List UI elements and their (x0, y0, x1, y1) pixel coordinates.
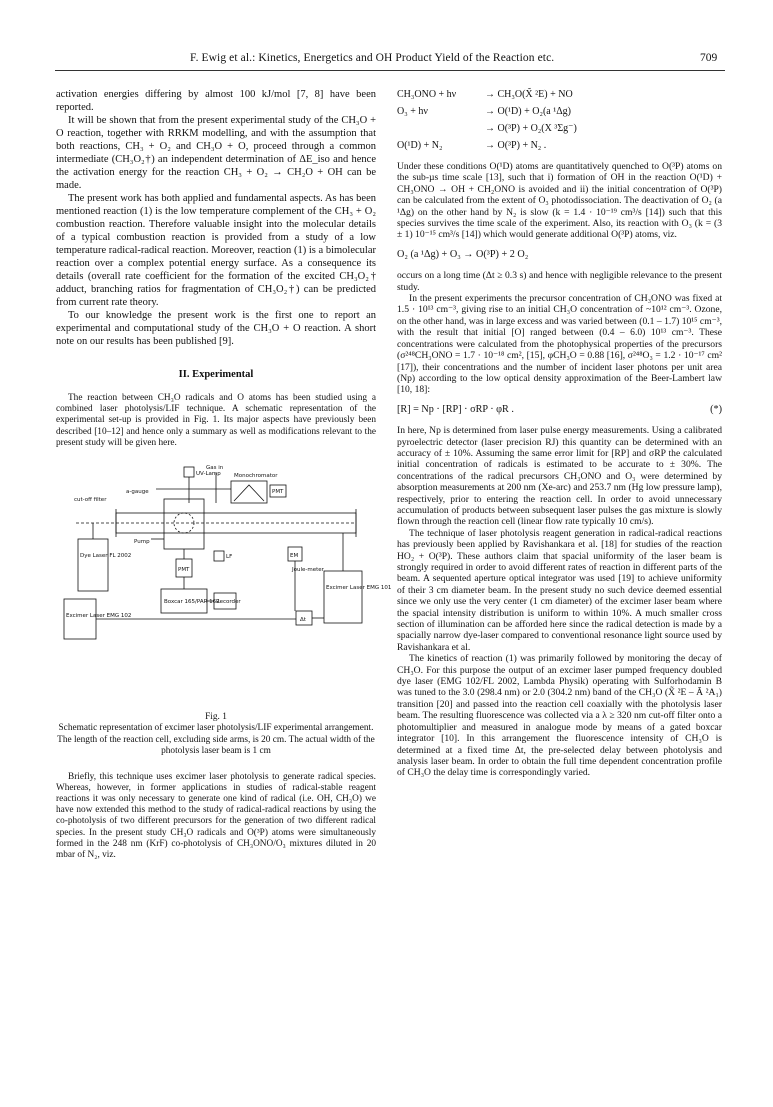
paragraph: activation energies differing by almost 100 kJ/mol [7, 8] have been reported. (56, 89, 376, 113)
figure-caption: Schematic representation of excimer laser photolysis/LIF experimental arrangement. The length of the reaction cell, excluding side arms, is 20 cm. The actual width of the photolysis laser beam is 1 cm (57, 723, 375, 757)
paragraph: Under these conditions O(¹D) atoms are quantitatively quenched to O(³P) atoms on the sub-µs time scale [13], such that i) formation of OH in the reaction O(¹D) + CH₃ONO → OH + CH₂ONO is avoided and ii) the initial concentration of O(³P) can be calculated from the extent of O₃ photodissociation. The deactivation of O₂ (a ¹Δg) on the other hand by N₂ is slow (k = 1.4 · 10⁻¹⁹ cm³/s [14]) such that this species survives the time scale of the experiment. Also, its reaction with O₃ (k = (3 ± 1) 10⁻¹⁵ cm³/s [14]) which would generate additional O(³P) atoms, viz. (397, 161, 722, 241)
monochromator-box (231, 481, 267, 503)
paragraph: occurs on a long time (Δt ≥ 0.3 s) and hence with negligible relevance to the present study. (397, 270, 722, 293)
joule-meter-label: Joule-meter (292, 567, 324, 574)
figure-1-schematic (56, 459, 392, 704)
section-heading: II. Experimental (178, 369, 254, 380)
paragraph: To our knowledge the present work is the first one to report an experimental and computational study of the CH₃O + O reaction. A short note on our results has been published [9]. (56, 310, 376, 347)
dye-laser-box (78, 539, 108, 591)
uv-lamp-box (184, 467, 194, 477)
paragraph: In the present experiments the precursor concentration of CH₃ONO was fixed at 1.5 · 10¹³ cm⁻³, giving rise to an initial CH₃O concentration of ~10¹² cm⁻³. Ozone, on the other hand, was in large excess and was varied between (0.1 – 1.7) 10¹⁵ cm⁻³, with the result that initial [O] ranged between (0.4 – 6.0) 10¹³ cm⁻³. These concentrations were calculated from the photophysical properties of the precursors (σ²⁴⁸CH₃ONO = 1.7 · 10⁻¹⁸ cm², [15], φCH₃O = 0.88 [16], σ²⁴⁸O₃ = 1.2 · 10⁻¹⁷ cm² [17]), their concentrations and the number of incident laser photons per unit area (Np) according to the low optical density approximation of the Beer-Lambert law [10, 18]: (397, 293, 722, 396)
schematic-diagram (56, 459, 392, 704)
reaction-line: → O(³P) + O₂(X ³Σg⁻) (485, 123, 577, 134)
equation: O₂ (a ¹Δg) + O₃ → O(³P) + 2 O₂ (397, 248, 529, 260)
pump-label: Pump (134, 539, 150, 546)
monochromator-label: Monochromator (234, 473, 278, 480)
right-column (397, 88, 722, 779)
cutoff-filter-label: cut-off filter (74, 497, 107, 504)
page-number: 709 (700, 52, 718, 64)
gas-in-label: Gas in (206, 465, 224, 472)
header-rule (55, 70, 725, 71)
dye-laser-label: Dye Laser FL 2002 (80, 553, 132, 560)
paragraph: The kinetics of reaction (1) was primarily followed by monitoring the decay of CH₃O. For this purpose the output of an excimer laser pumped frequency doubled dye laser (EMG 102/FL 2002, Lambda Physik) operating with Sulforhodamin B was tuned to the 3.0 (298.4 nm) or 2.0 (304.2 nm) band of the CH₃O (X̃ ²E – Ã ²A₁) transition [20] and passed into the reaction cell coaxially with the photolysis laser beam. The resulting fluorescence was collected via a λ ≥ 320 nm cut-off filter onto a photomultiplier and measured in analogue mode by means of a gated boxcar integrator [10]. In this arrangement the fluorescence intensity of CH₃O is determined at a fixed time Δt, the pre-selected delay between photolysis and analysis laser beam. In order to obtain the full time dependent concentration profile of CH₃O the delay time is correspondingly varied. (397, 653, 722, 779)
equation-star: [R] = Np · [RP] · σRP · φR . (*) (397, 403, 722, 415)
excimer-left-box (64, 599, 96, 639)
paragraph: Briefly, this technique uses excimer laser photolysis to generate radical species. Whereas, however, in former applications in studies of radical-stable reagent reactions it was only necessary to generate one kind of radical (i.e. OH, CH₃O) we have now extended this method to the study of radical-radical reactions by using the co-photolysis of two different precursors for the generation of two different radical species. In the present study CH₃O radicals and O(³P) atoms were simultaneously formed in the 248 nm (KrF) co-photolysis of CH₃ONO/O₃ mixtures diluted in 20 mbar of N₂, viz. (56, 771, 376, 861)
paragraph: The technique of laser photolysis reagent generation in radical-radical reactions has previously been applied by Ravishankara et al. [18] for studies of the reaction HO₂ + O(³P). These authors claim that spacial uniformity of the laser beam is strongly required in order to avoid different rates of reaction in different parts of the beam. A sequented aperture optical integrator was used [19] to achieve uniformity of their 3 cm diameter beam. In the present study no such device deemed essential since we only use the very center (1 cm diameter) of the excimer laser beam where the spacial intensity distribution is uniform to within 10%. A much smaller cross section of illumination can be afforded here since the radical detection is made by a spacially narrow dye-laser compared to conventional resonance light source used by Ravishankara et al. (397, 527, 722, 653)
running-title: F. Ewig et al.: Kinetics, Energetics and OH Product Yield of the Reaction etc. (190, 52, 555, 64)
excimer-left-label: Excimer Laser EMG 102 (66, 613, 132, 620)
figure-title: Fig. 1 (205, 712, 227, 723)
boxcar-label: Boxcar 165/PAR 162 (164, 599, 220, 606)
delta-t-label: Δt (300, 617, 306, 624)
a-gauge-label: a-gauge (126, 489, 149, 496)
uv-lamp-label: UV-Lamp (196, 471, 221, 478)
paragraph: The reaction between CH₃O radicals and O atoms has been studied using a combined laser photolysis/LIF technique. A schematic representation of the experimental set-up is provided in Fig. 1. Its major aspects have previously been described [10–12] and hence only a summary as well as modifications relevant to the present study will be given here. (56, 393, 376, 448)
excimer-right-label: Excimer Laser EMG 101 (326, 585, 392, 592)
reaction-line: CH₃ONO + hν → CH₃O(X̃ ²E) + NO (397, 89, 573, 100)
reaction-line: O(¹D) + N₂ → O(³P) + N₂ . (397, 140, 547, 151)
paragraph: In here, Np is determined from laser pulse energy measurements. Using a calibrated pyroelectric detector (laser precision RJ) this quantity can be determined with an accuracy of ± 10%. Assuming the same error limit for [RP] and σRP the calculated initial concentration of radicals is estimated to be accurate to ± 30%. The concentrations of the radical precursors CH₃ONO and O₃ were determined by absorption measurements at 200 nm (Xe-arc) and 253.7 nm (Hg low pressure lamp), respectively, prior to entering the reaction cell. In order to avoid unnecessary accumulation of products between subsequent laser pulses the gas mixture is slowly flown through the reaction cell (linear flow rate typically 10 cm/s). (397, 425, 722, 528)
em-label: EM (290, 553, 299, 560)
pmt-bottom-label: PMT (178, 567, 190, 574)
paragraph: The present work has both applied and fundamental aspects. As has been mentioned reaction (1) is the low temperature complement of the CH₃ + O₂ combustion reaction. Therefore valuable insight into the molecular details of a typical combustion reaction is provided from a study of a low temperature radical-radical reaction. Moreover, reaction (1) is a bimolecular reaction over a complex potential energy surface. As a consequence its details (overall rate coefficient for the formation of the excited CH₃O₂† adduct, branching ratios for fragmentation of CH₃O₂†) can be predicted from current rate theory. (56, 193, 376, 308)
recorder-label: Recorder (216, 599, 241, 606)
left-column (56, 88, 392, 861)
lf-label: LF (226, 554, 233, 561)
excimer-right-box (324, 571, 362, 623)
pmt-top-label: PMT (272, 489, 284, 496)
running-header (0, 50, 773, 72)
reaction-line: O₃ + hν → O(¹D) + O₂(a ¹Δg) (397, 106, 571, 117)
paragraph: It will be shown that from the present experimental study of the CH₃O + O reaction, together with RRKM modelling, and with the assumption that both reactions, CH₃ + O₂ and CH₃O + O, proceed through a common intermediate (CH₃O₂†) an independent determination of ΔE_iso and hence the activation energy for the reaction CH₃ + O₂ → CH₂O + OH can be made. (56, 115, 376, 191)
